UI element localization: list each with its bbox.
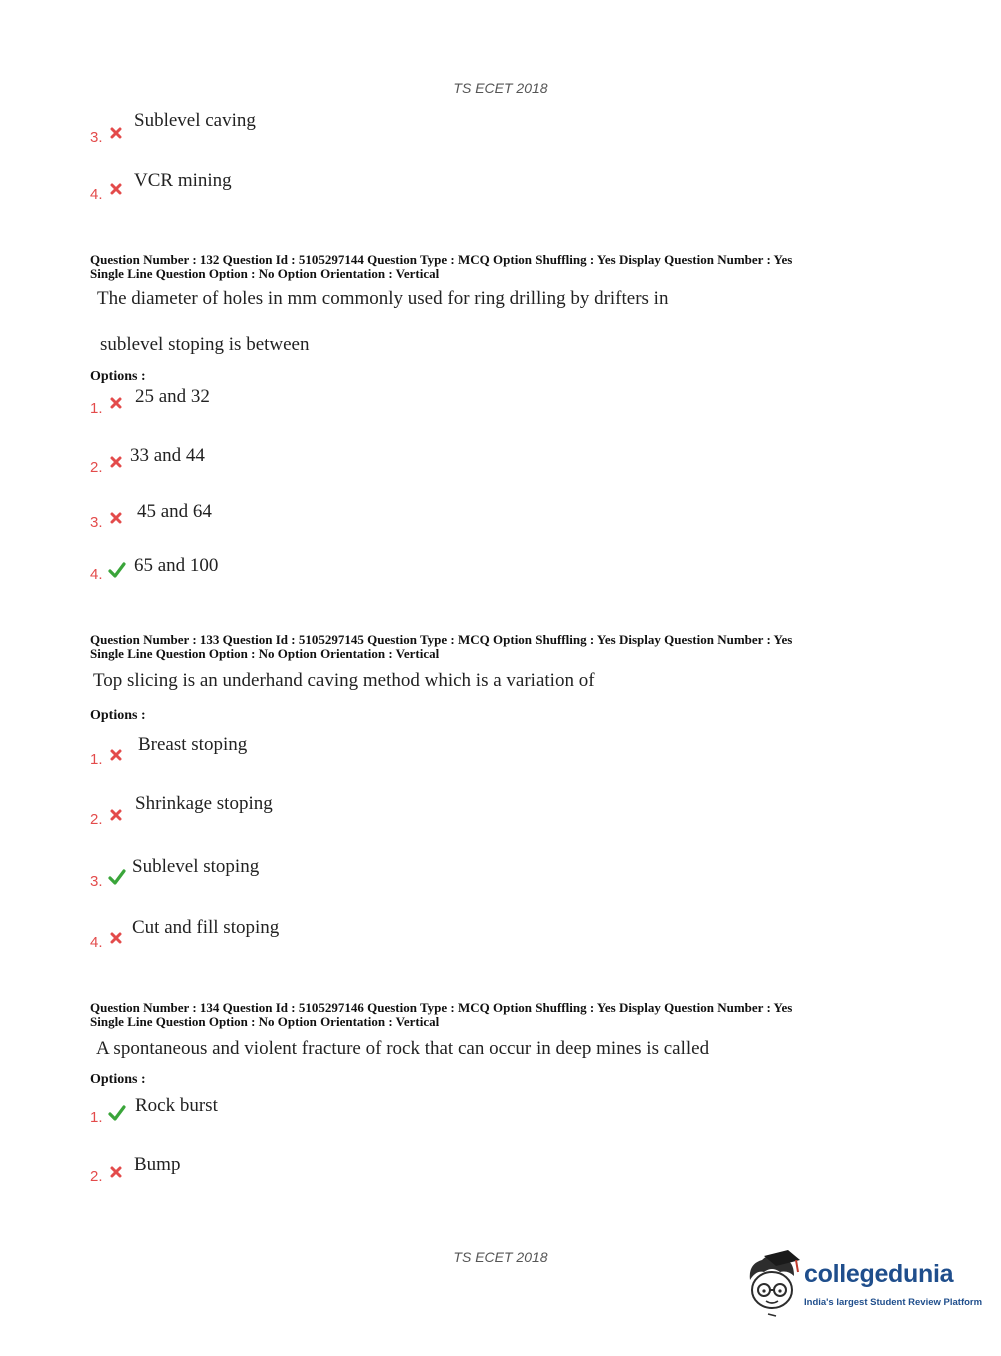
option-number: 2.	[90, 1168, 103, 1185]
option-number: 4.	[90, 186, 103, 203]
options-label: Options :	[90, 369, 146, 384]
cross-icon	[109, 931, 123, 945]
question-meta: Single Line Question Option : No Option Orientation : Vertical	[90, 646, 440, 661]
options-label: Options :	[90, 708, 146, 723]
question-text: Top slicing is an underhand caving method which is a variation of	[93, 670, 595, 691]
cross-icon	[109, 126, 123, 140]
question-text: sublevel stoping is between	[100, 334, 310, 355]
option-text: Sublevel caving	[134, 110, 256, 131]
cross-icon	[109, 455, 123, 469]
option-number: 1.	[90, 1109, 103, 1126]
option-number: 1.	[90, 400, 103, 417]
option-text: Cut and fill stoping	[132, 917, 280, 938]
cross-icon	[109, 182, 123, 196]
options-label: Options :	[90, 1072, 146, 1087]
cross-icon	[109, 748, 123, 762]
option-text: Bump	[134, 1154, 181, 1175]
option-text: 45 and 64	[137, 501, 212, 522]
option-number: 4.	[90, 934, 103, 951]
option-number: 2.	[90, 459, 103, 476]
option-text: 33 and 44	[130, 445, 205, 466]
option-number: 4.	[90, 566, 103, 583]
option-number: 1.	[90, 751, 103, 768]
check-icon	[108, 1105, 126, 1121]
cross-icon	[109, 396, 123, 410]
question-meta: Single Line Question Option : No Option Orientation : Vertical	[90, 1014, 440, 1029]
cross-icon	[109, 808, 123, 822]
option-number: 3.	[90, 873, 103, 890]
page-header: TS ECET 2018	[453, 80, 548, 96]
question-meta: Question Number : 134 Question Id : 5105297146 Question Type : MCQ Option Shuffling : Yes Display Question Number : Yes	[90, 1000, 793, 1015]
option-number: 3.	[90, 129, 103, 146]
cross-icon	[109, 1165, 123, 1179]
question-meta: Question Number : 132 Question Id : 5105297144 Question Type : MCQ Option Shuffling : Yes Display Question Number : Yes	[90, 252, 793, 267]
option-text: Rock burst	[135, 1095, 218, 1116]
logo-name: collegedunia	[804, 1260, 954, 1288]
logo-tagline: India's largest Student Review Platform	[804, 1297, 983, 1308]
option-text: VCR mining	[134, 170, 232, 191]
cross-icon	[109, 511, 123, 525]
option-text: Breast stoping	[138, 734, 248, 755]
question-text: The diameter of holes in mm commonly used for ring drilling by drifters in	[97, 288, 669, 309]
question-meta: Single Line Question Option : No Option Orientation : Vertical	[90, 266, 440, 281]
option-number: 2.	[90, 811, 103, 828]
mascot-logo-icon	[742, 1250, 802, 1322]
option-text: 25 and 32	[135, 386, 210, 407]
collegedunia-logo	[742, 1250, 983, 1322]
option-text: 65 and 100	[134, 555, 219, 576]
check-icon	[108, 869, 126, 885]
check-icon	[108, 562, 126, 578]
option-text: Sublevel stoping	[132, 856, 260, 877]
option-number: 3.	[90, 514, 103, 531]
question-meta: Question Number : 133 Question Id : 5105297145 Question Type : MCQ Option Shuffling : Yes Display Question Number : Yes	[90, 632, 793, 647]
page-footer: TS ECET 2018	[453, 1249, 548, 1265]
question-text: A spontaneous and violent fracture of rock that can occur in deep mines is called	[96, 1038, 710, 1059]
option-text: Shrinkage stoping	[135, 793, 273, 814]
